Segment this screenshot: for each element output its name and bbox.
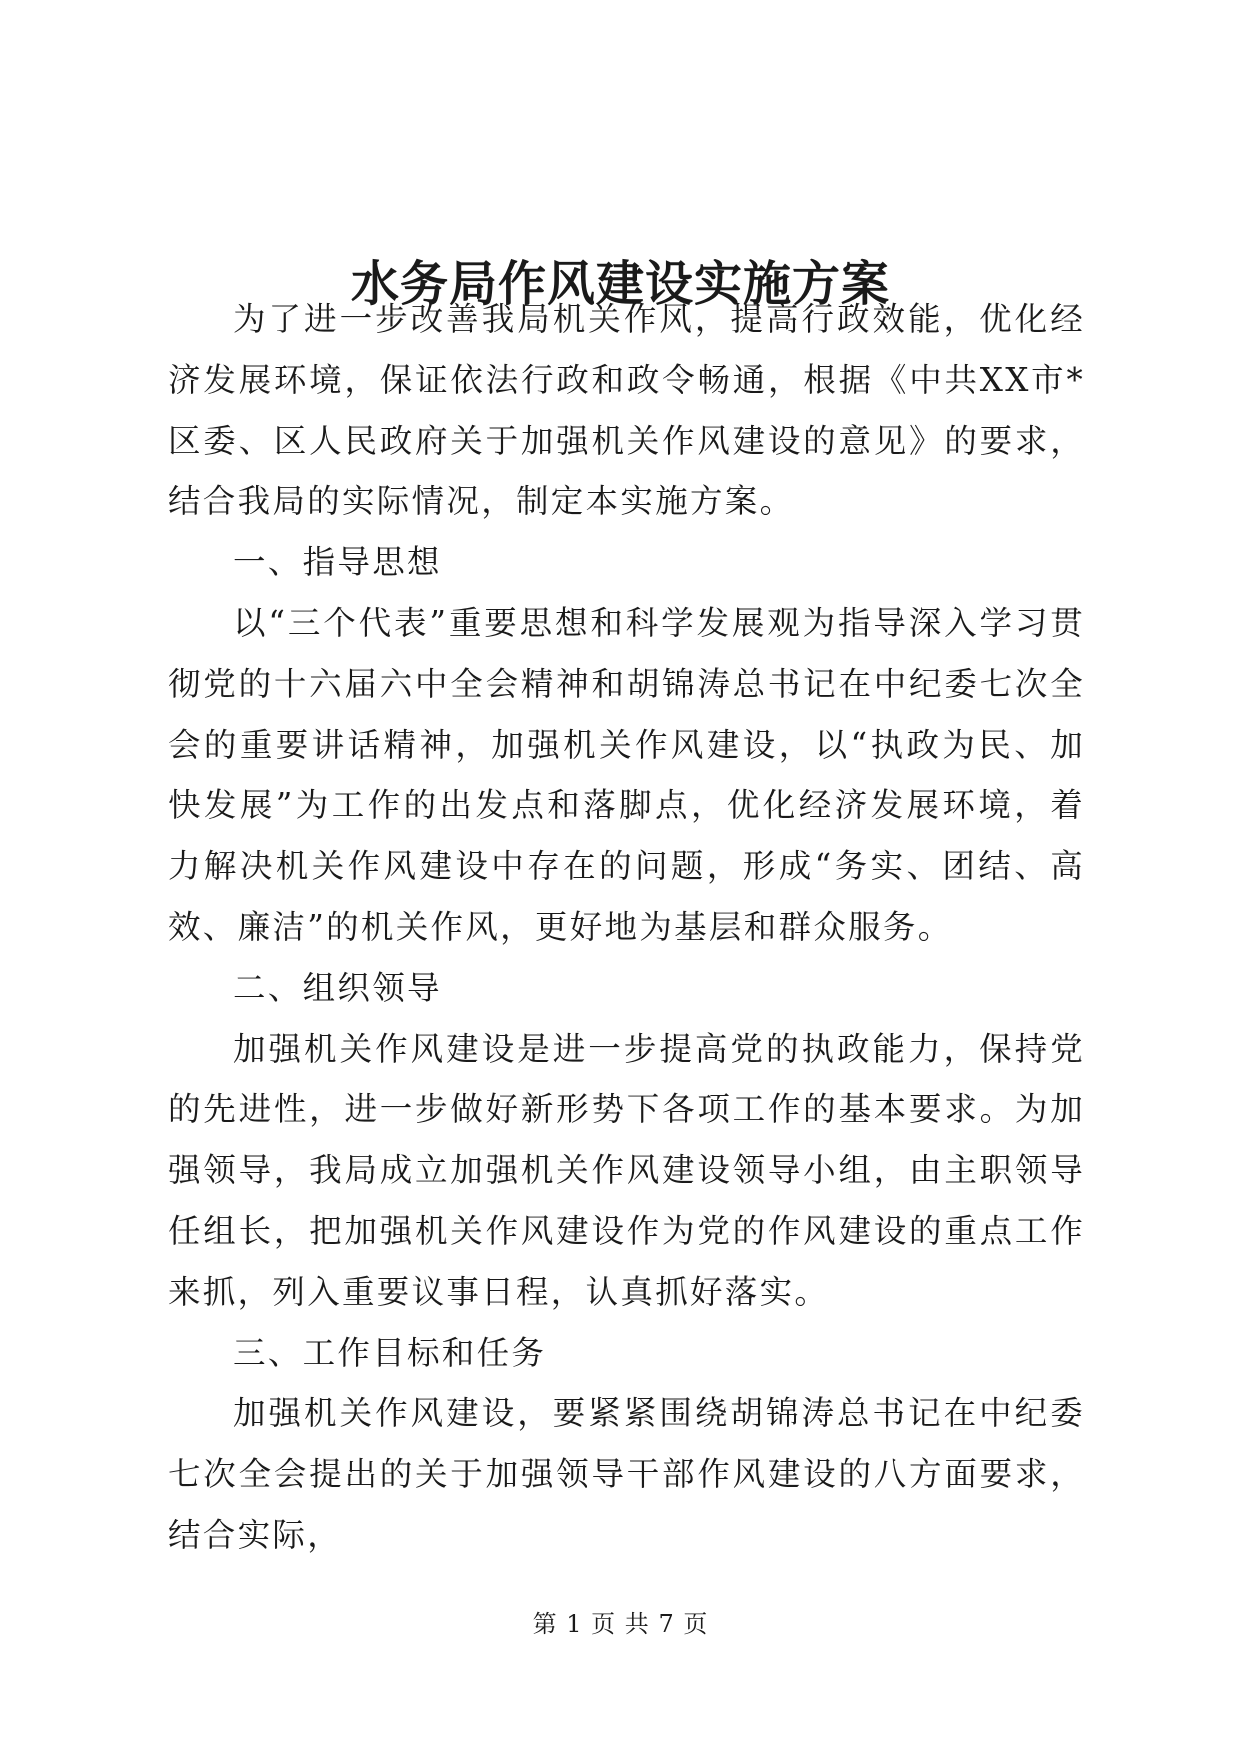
paragraph-goals-tasks: 加强机关作风建设，要紧紧围绕胡锦涛总书记在中纪委七次全会提出的关于加强领导干部作风建设的八方面要求，结合实际，: [168, 1394, 1085, 1554]
section-heading-goals-tasks: 三、工作目标和任务: [233, 1333, 547, 1372]
page-footer: 第 1 页 共 7 页: [532, 1610, 709, 1638]
paragraph-guiding-ideology: 以“三个代表”重要思想和科学发展观为指导深入学习贯彻党的十六届六中全会精神和胡锦涛总书记在中纪委七次全会的重要讲话精神，加强机关作风建设，以“执政为民、加快发展”为工作的出发点和落脚点，优化经济发展环境，着力解决机关作风建设中存在的问题，形成“务实、团结、高效、廉洁”的机关作风，更好地为基层和群众服务。: [168, 603, 1085, 946]
section-heading-guiding-ideology: 一、指导思想: [233, 543, 442, 582]
document-title: 水务局作风建设实施方案: [350, 256, 890, 313]
section-heading-organization: 二、组织领导: [233, 968, 442, 1007]
paragraph-intro: 为了进一步改善我局机关作风，提高行政效能，优化经济发展环境，保证依法行政和政令畅通，根据《中共XX市*区委、区人民政府关于加强机关作风建设的意见》的要求，结合我局的实际情况，制定本实施方案。: [168, 300, 1085, 521]
document-body: [168, 289, 1085, 1566]
paragraph-organization: 加强机关作风建设是进一步提高党的执政能力，保持党的先进性，进一步做好新形势下各项工作的基本要求。为加强领导，我局成立加强机关作风建设领导小组，由主职领导任组长，把加强机关作风建设作为党的作风建设的重点工作来抓，列入重要议事日程，认真抓好落实。: [168, 1029, 1085, 1311]
